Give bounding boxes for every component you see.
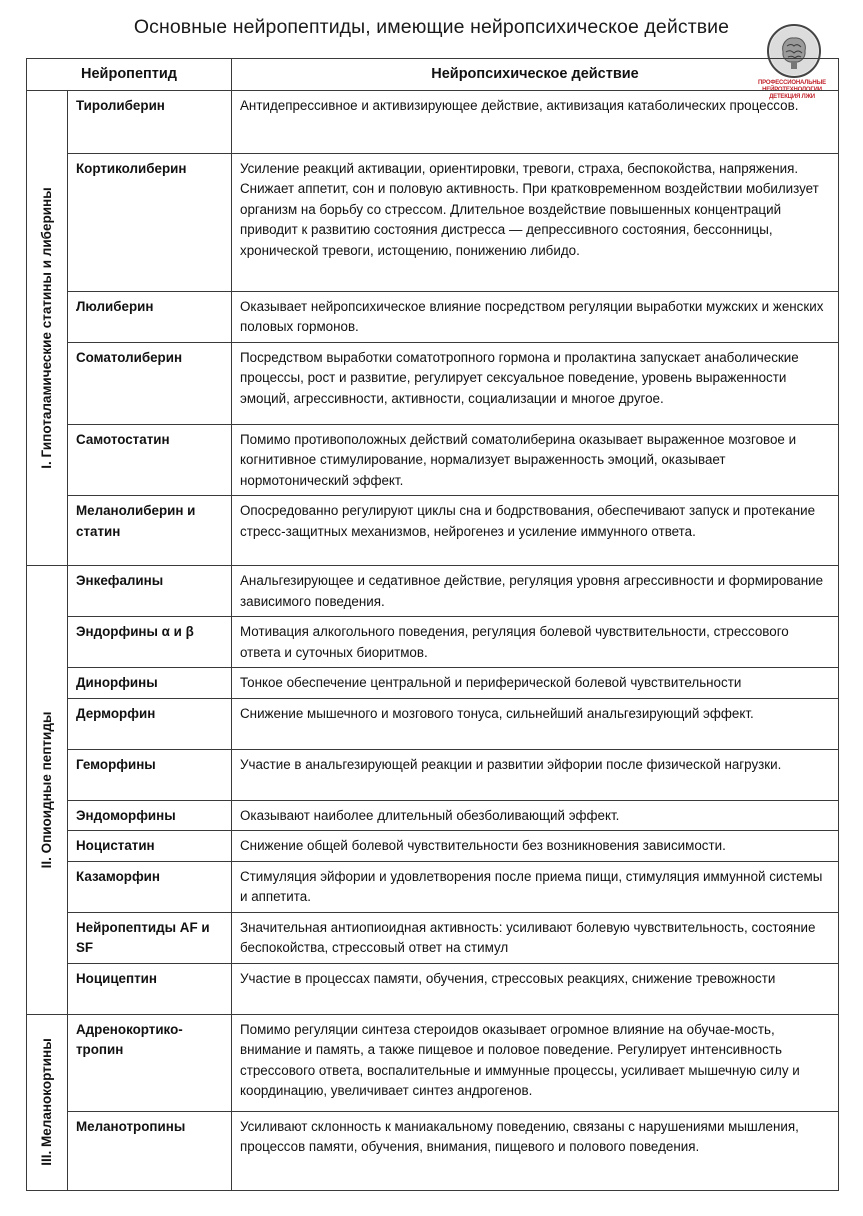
peptide-effect: Стимуляция эйфории и удовлетворения после приема пищи, стимуляция иммунной системы и аппетита.: [232, 861, 839, 912]
table-row: [27, 617, 839, 668]
peptide-name: Меланолиберин и статин: [68, 496, 232, 566]
peptide-effect: Снижение общей болевой чувствительности без возникновения зависимости.: [232, 831, 839, 862]
table-row: [27, 90, 839, 153]
peptide-effect: Снижение мышечного и мозгового тонуса, сильнейший анальгезирующий эффект.: [232, 698, 839, 749]
peptide-name: Казаморфин: [68, 861, 232, 912]
peptide-name: Ноцицептин: [68, 963, 232, 1014]
peptide-name: Энкефалины: [68, 566, 232, 617]
group-cell: [27, 90, 68, 566]
peptide-effect: Анальгезирующее и седативное действие, регуляция уровня агрессивности и формирование зависимого поведения.: [232, 566, 839, 617]
table-row: [27, 1111, 839, 1190]
peptide-name: Ноцистатин: [68, 831, 232, 862]
table-row: [27, 668, 839, 699]
table-row: [27, 424, 839, 496]
peptide-effect: Значительная антиопиоидная активность: усиливают болевую чувствительность, состояние беспокойства, стрессовый ответ на стимул: [232, 912, 839, 963]
peptide-effect: Опосредованно регулируют циклы сна и бодрствования, обеспечивают запуск и протекание стресс-защитных механизмов, нейрогенез и усиление иммунного ответа.: [232, 496, 839, 566]
peptide-name: Адренокортико-тропин: [68, 1014, 232, 1111]
table-row: [27, 1014, 839, 1111]
peptide-name: Геморфины: [68, 749, 232, 800]
header-peptide: Нейропептид: [27, 59, 232, 91]
peptide-name: Соматолиберин: [68, 342, 232, 424]
table-row: [27, 153, 839, 291]
peptide-name: Самотостатин: [68, 424, 232, 496]
peptide-name: Кортиколиберин: [68, 153, 232, 291]
group-cell: [27, 1014, 68, 1190]
peptide-name: Динорфины: [68, 668, 232, 699]
peptide-effect: Оказывают наиболее длительный обезболивающий эффект.: [232, 800, 839, 831]
table-body: [27, 90, 839, 1190]
table-header-row: [27, 59, 839, 91]
table-row: [27, 861, 839, 912]
table-row: [27, 749, 839, 800]
peptide-effect: Усиление реакций активации, ориентировки, тревоги, страха, беспокойства, напряжения. Снижает аппетит, сон и половую активность. При кратковременном воздействии мобилизует организм на борьбу со стрессом. Длительное воздействие повышенных концентраций приводит к развитию состояния дистресса — депрессивного состояния, бессонницы, хронической тревоги, истощению, понижению либидо.: [232, 153, 839, 291]
peptide-name: Эндоморфины: [68, 800, 232, 831]
peptide-effect: Участие в процессах памяти, обучения, стрессовых реакциях, снижение тревожности: [232, 963, 839, 1014]
table-row: [27, 800, 839, 831]
peptide-effect: Помимо регуляции синтеза стероидов оказывает огромное влияние на обучае-мость, внимание и память, а также пищевое и половое поведение. Регулирует интенсивность стрессового ответа, воспалительные и иммунные процессы, усиливает мышечную силу и координацию, увеличивает синтез андрогенов.: [232, 1014, 839, 1111]
peptide-effect: Тонкое обеспечение центральной и периферической болевой чувствительности: [232, 668, 839, 699]
peptide-effect: Помимо противоположных действий соматолиберина оказывает выраженное мозговое и когнитивное стимулирование, нормализует выраженность эмоций, оказывает нормотонический эффект.: [232, 424, 839, 496]
peptide-name: Меланотропины: [68, 1111, 232, 1190]
table-row: [27, 912, 839, 963]
group-cell: [27, 566, 68, 1015]
table-row: [27, 566, 839, 617]
peptide-name: Дерморфин: [68, 698, 232, 749]
table-row: [27, 496, 839, 566]
table-row: [27, 342, 839, 424]
peptide-effect: Участие в анальгезирующей реакции и развитии эйфории после физической нагрузки.: [232, 749, 839, 800]
peptide-effect: Мотивация алкогольного поведения, регуляция болевой чувствительности, стрессового ответа и суточных биоритмов.: [232, 617, 839, 668]
group-label: I. Гипоталамические статины и либерины: [38, 187, 54, 469]
peptide-name: Люлиберин: [68, 291, 232, 342]
peptide-effect: Оказывает нейропсихическое влияние посредством регуляции выработки мужских и женских половых гормонов.: [232, 291, 839, 342]
table-row: [27, 698, 839, 749]
peptide-name: Нейропептиды AF и SF: [68, 912, 232, 963]
page-title: Основные нейропептиды, имеющие нейропсихическое действие: [133, 16, 730, 38]
logo-text: ПРОФЕССИОНАЛЬНЫЕ НЕЙРОТЕХНОЛОГИИ ДЕТЕКЦИЯ ЛЖИ: [758, 80, 826, 100]
peptide-name: Эндорфины α и β: [68, 617, 232, 668]
neuropeptides-table: [26, 58, 839, 1191]
group-label: II. Опиоидные пептиды: [38, 711, 54, 869]
table-row: [27, 831, 839, 862]
table-row: [27, 291, 839, 342]
peptide-name: Тиролиберин: [68, 90, 232, 153]
header-effect: Нейропсихическое действие: [232, 59, 839, 91]
group-label: III. Меланокортины: [38, 1038, 54, 1166]
peptide-effect: Антидепрессивное и активизирующее действие, активизация катаболических процессов.: [232, 90, 839, 153]
peptide-effect: Усиливают склонность к маниакальному поведению, связаны с нарушениями мышления, процессов памяти, обучения, внимания, пищевого и полового поведения.: [232, 1111, 839, 1190]
peptide-effect: Посредством выработки соматотропного гормона и пролактина запускает анаболические процессы, рост и развитие, регулирует сексуальное поведение, уровень выраженности эмоций, агрессивности, активности, социализации и многое другое.: [232, 342, 839, 424]
table-row: [27, 963, 839, 1014]
